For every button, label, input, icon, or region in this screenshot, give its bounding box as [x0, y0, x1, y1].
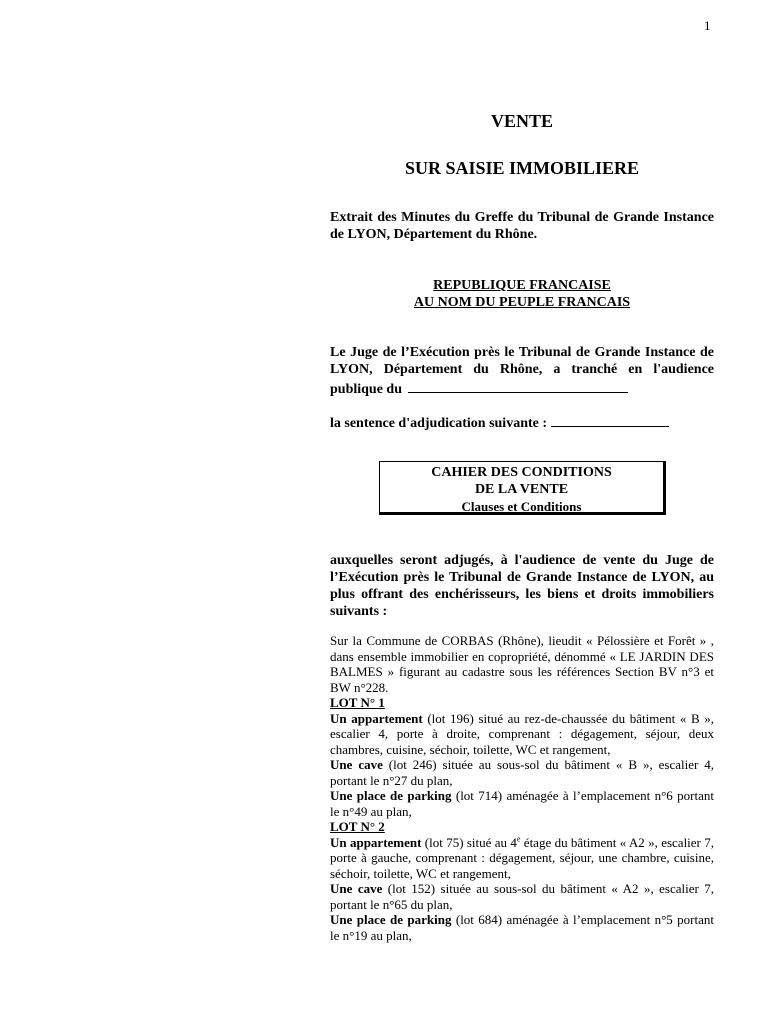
page-number: 1	[704, 18, 711, 33]
lot-2-parking	[330, 912, 714, 943]
lot-2-apartment	[330, 835, 714, 882]
lot-2-apartment-text-b: étage du bâtiment « A2 », escalier 7, porte à gauche, comprenant : dégagement, séjour, une chambre, cuisine, séchoir, toilette, WC et rangement,	[330, 834, 714, 881]
lot-1-apartment-label: Un appartement	[330, 710, 423, 726]
sentence-text: la sentence d'adjudication suivante :	[330, 416, 548, 431]
lot-2-parking-label: Une place de parking	[330, 912, 452, 927]
box-line-3: Clauses et Conditions	[461, 499, 582, 514]
lot-1-parking	[330, 788, 714, 819]
judge-paragraph	[330, 344, 714, 398]
sentence-blank[interactable]	[551, 412, 669, 427]
lot-1-parking-text: (lot 714) aménagée à l’emplacement n°6 portant le n°49 au plan,	[330, 788, 715, 819]
lot-1-cave-label: Une cave	[330, 757, 383, 772]
conditions-box	[379, 461, 666, 515]
republic-line-2: AU NOM DU PEUPLE FRANCAIS	[413, 295, 631, 310]
lot-2-heading: LOT N° 2	[330, 819, 385, 834]
document-subtitle: SUR SAISIE IMMOBILIERE	[404, 158, 640, 178]
property-description	[330, 633, 714, 943]
lot-1-cave	[330, 757, 714, 788]
auxquelles-paragraph: auxquelles seront adjugés, à l'audience de vente du Juge de l’Exécution près le Tribunal de Grande Instance de LYON, au plus offrant des enchérisseurs, les biens et droits immobiliers suivants :	[330, 553, 714, 619]
title-block	[330, 110, 714, 179]
lot-2-cave-label: Une cave	[330, 881, 383, 896]
extract-paragraph: Extrait des Minutes du Greffe du Tribunal de Grande Instance de LYON, Département du Rhône.	[330, 210, 714, 242]
document-title: VENTE	[490, 111, 553, 131]
lot-1-heading: LOT N° 1	[330, 695, 385, 710]
republic-heading	[330, 277, 714, 311]
lot-1-cave-text: (lot 246) située au sous-sol du bâtiment « B », escalier 4, portant le n°27 du plan,	[330, 757, 714, 788]
box-line-2: DE LA VENTE	[474, 482, 569, 497]
lot-2-cave	[330, 881, 714, 912]
lot-1-apartment-text: (lot 196) situé au rez-de-chaussée du bâtiment « B », escalier 4, porte à droite, comprenant : dégagement, séjour, deux chambres, cuisine, séchoir, toilette, WC et rangement,	[330, 710, 715, 757]
lot-1-parking-label: Une place de parking	[330, 788, 452, 803]
hearing-date-blank[interactable]	[408, 378, 628, 393]
lot-2-floor-superscript: e	[516, 834, 521, 844]
lot-1-apartment	[330, 711, 714, 758]
property-intro: Sur la Commune de CORBAS (Rhône), lieudit « Pélossière et Forêt » , dans ensemble immobilier en copropriété, dénommé « LE JARDIN DES BALMES » figurant au cadastre sous les références Section BV n°3 et BW n°228.	[330, 633, 714, 695]
box-line-1: CAHIER DES CONDITIONS	[431, 465, 612, 480]
sentence-paragraph	[330, 412, 714, 432]
republic-line-1: REPUBLIQUE FRANCAISE	[433, 278, 611, 293]
lot-2-cave-text: (lot 152) située au sous-sol du bâtiment « A2 », escalier 7, portant le n°65 du plan,	[330, 881, 714, 912]
judge-text: Le Juge de l’Exécution près le Tribunal de Grande Instance de LYON, Département du Rhône, a tranché en l'audience publique du	[330, 345, 714, 397]
lot-2-parking-text: (lot 684) aménagée à l’emplacement n°5 portant le n°19 au plan,	[330, 912, 715, 943]
lot-2-apartment-label: Un appartement	[330, 834, 422, 850]
lot-2-apartment-text-a: (lot 75) situé au 4	[421, 834, 517, 850]
